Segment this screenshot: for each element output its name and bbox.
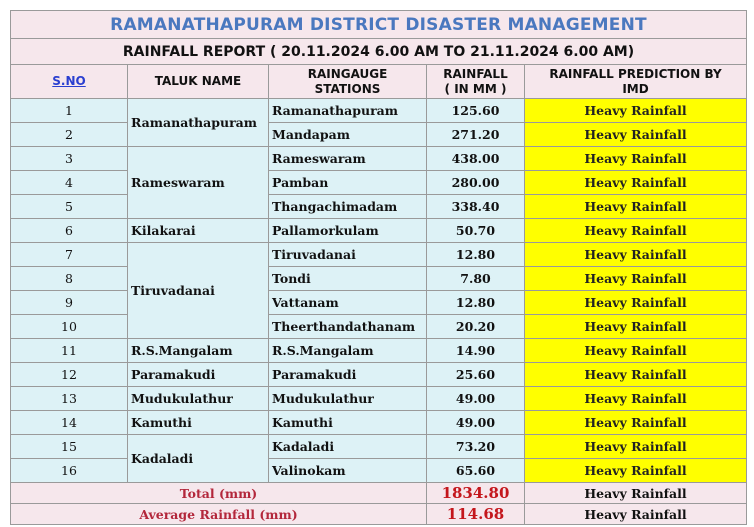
table-row <box>11 435 747 459</box>
taluk-cell: Kadaladi <box>128 435 269 483</box>
station-cell: Paramakudi <box>269 363 427 387</box>
table-row <box>11 123 747 147</box>
station-cell: Pallamorkulam <box>269 219 427 243</box>
prediction-cell: Heavy Rainfall <box>525 315 747 339</box>
report-subtitle: RAINFALL REPORT ( 20.11.2024 6.00 AM TO 21.11.2024 6.00 AM) <box>11 39 747 65</box>
table-row <box>11 339 747 363</box>
rainfall-cell: 50.70 <box>427 219 525 243</box>
header-prediction: RAINFALL PREDICTION BY IMD <box>525 65 747 99</box>
header-station: RAINGAUGE STATIONS <box>269 65 427 99</box>
average-prediction: Heavy Rainfall <box>525 504 747 525</box>
table-row <box>11 267 747 291</box>
station-cell: Ramanathapuram <box>269 99 427 123</box>
rainfall-cell: 271.20 <box>427 123 525 147</box>
prediction-cell: Heavy Rainfall <box>525 363 747 387</box>
table-row <box>11 219 747 243</box>
total-prediction: Heavy Rainfall <box>525 483 747 504</box>
station-cell: Rameswaram <box>269 147 427 171</box>
table-row <box>11 459 747 483</box>
sno-cell: 7 <box>11 243 128 267</box>
table-row <box>11 363 747 387</box>
sno-cell: 15 <box>11 435 128 459</box>
rainfall-cell: 125.60 <box>427 99 525 123</box>
prediction-cell: Heavy Rainfall <box>525 411 747 435</box>
station-cell: Vattanam <box>269 291 427 315</box>
total-label: Total (mm) <box>11 483 427 504</box>
prediction-cell: Heavy Rainfall <box>525 339 747 363</box>
total-row <box>11 483 747 504</box>
station-cell: Kadaladi <box>269 435 427 459</box>
prediction-cell: Heavy Rainfall <box>525 147 747 171</box>
prediction-cell: Heavy Rainfall <box>525 219 747 243</box>
station-cell: Mandapam <box>269 123 427 147</box>
sno-cell: 14 <box>11 411 128 435</box>
taluk-cell: Kilakarai <box>128 219 269 243</box>
rainfall-report-table <box>10 10 747 525</box>
column-header-row <box>11 65 747 99</box>
sno-cell: 8 <box>11 267 128 291</box>
average-value: 114.68 <box>427 504 525 525</box>
table-row <box>11 315 747 339</box>
station-cell: Thangachimadam <box>269 195 427 219</box>
average-label: Average Rainfall (mm) <box>11 504 427 525</box>
rainfall-cell: 338.40 <box>427 195 525 219</box>
rainfall-cell: 12.80 <box>427 291 525 315</box>
sno-cell: 5 <box>11 195 128 219</box>
table-row <box>11 147 747 171</box>
sno-cell: 10 <box>11 315 128 339</box>
sno-cell: 13 <box>11 387 128 411</box>
prediction-cell: Heavy Rainfall <box>525 243 747 267</box>
sno-cell: 11 <box>11 339 128 363</box>
station-cell: Mudukulathur <box>269 387 427 411</box>
sno-cell: 6 <box>11 219 128 243</box>
header-sno: S.NO <box>11 65 128 99</box>
prediction-cell: Heavy Rainfall <box>525 291 747 315</box>
table-row <box>11 171 747 195</box>
taluk-cell: Ramanathapuram <box>128 99 269 147</box>
station-cell: R.S.Mangalam <box>269 339 427 363</box>
taluk-cell: Tiruvadanai <box>128 243 269 339</box>
rainfall-cell: 25.60 <box>427 363 525 387</box>
sno-cell: 12 <box>11 363 128 387</box>
table-row <box>11 195 747 219</box>
report-title: RAMANATHAPURAM DISTRICT DISASTER MANAGEMENT <box>11 11 747 39</box>
station-cell: Pamban <box>269 171 427 195</box>
rainfall-cell: 7.80 <box>427 267 525 291</box>
prediction-cell: Heavy Rainfall <box>525 171 747 195</box>
header-taluk: TALUK NAME <box>128 65 269 99</box>
sno-cell: 3 <box>11 147 128 171</box>
sno-cell: 4 <box>11 171 128 195</box>
prediction-cell: Heavy Rainfall <box>525 267 747 291</box>
rainfall-cell: 438.00 <box>427 147 525 171</box>
station-cell: Theerthandathanam <box>269 315 427 339</box>
taluk-cell: Kamuthi <box>128 411 269 435</box>
header-rainfall: RAINFALL ( IN MM ) <box>427 65 525 99</box>
prediction-cell: Heavy Rainfall <box>525 123 747 147</box>
rainfall-cell: 12.80 <box>427 243 525 267</box>
station-cell: Tiruvadanai <box>269 243 427 267</box>
rainfall-cell: 280.00 <box>427 171 525 195</box>
sno-cell: 2 <box>11 123 128 147</box>
rainfall-cell: 14.90 <box>427 339 525 363</box>
prediction-cell: Heavy Rainfall <box>525 387 747 411</box>
station-cell: Kamuthi <box>269 411 427 435</box>
prediction-cell: Heavy Rainfall <box>525 99 747 123</box>
table-row <box>11 291 747 315</box>
rainfall-cell: 73.20 <box>427 435 525 459</box>
taluk-cell: R.S.Mangalam <box>128 339 269 363</box>
rainfall-cell: 65.60 <box>427 459 525 483</box>
rainfall-cell: 49.00 <box>427 411 525 435</box>
rainfall-cell: 20.20 <box>427 315 525 339</box>
taluk-cell: Mudukulathur <box>128 387 269 411</box>
taluk-cell: Paramakudi <box>128 363 269 387</box>
total-value: 1834.80 <box>427 483 525 504</box>
rainfall-cell: 49.00 <box>427 387 525 411</box>
station-cell: Tondi <box>269 267 427 291</box>
table-row <box>11 387 747 411</box>
station-cell: Valinokam <box>269 459 427 483</box>
table-row <box>11 99 747 123</box>
taluk-cell: Rameswaram <box>128 147 269 219</box>
average-row <box>11 504 747 525</box>
prediction-cell: Heavy Rainfall <box>525 459 747 483</box>
prediction-cell: Heavy Rainfall <box>525 195 747 219</box>
sno-cell: 9 <box>11 291 128 315</box>
table-row <box>11 243 747 267</box>
prediction-cell: Heavy Rainfall <box>525 435 747 459</box>
table-row <box>11 411 747 435</box>
sno-cell: 1 <box>11 99 128 123</box>
sno-cell: 16 <box>11 459 128 483</box>
